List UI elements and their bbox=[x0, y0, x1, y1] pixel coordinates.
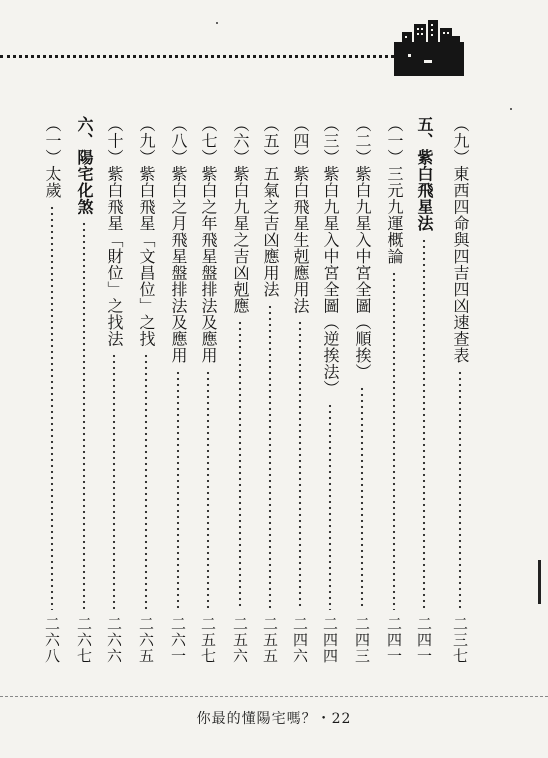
dot-leader bbox=[72, 221, 96, 610]
toc-entry-title: （九）東西四命與四吉四凶速查表 bbox=[451, 116, 470, 364]
toc-section-title: 六、陽宅化煞 bbox=[75, 116, 94, 215]
toc-section[interactable] bbox=[412, 116, 436, 664]
dot-leader bbox=[288, 320, 312, 610]
scan-edge-mark bbox=[538, 560, 541, 604]
toc-entry-page: 二六八 bbox=[43, 616, 61, 664]
toc-entry[interactable] bbox=[448, 116, 472, 664]
toc-entry-page: 二六七 bbox=[75, 616, 93, 664]
toc-entry-page: 二六五 bbox=[137, 616, 155, 664]
city-skyline-icon bbox=[394, 20, 464, 76]
toc-entry-page: 二四一 bbox=[415, 616, 433, 664]
dot-leader bbox=[102, 353, 126, 610]
dot-leader bbox=[382, 271, 406, 611]
toc-entry-page: 二五五 bbox=[261, 616, 279, 664]
dot-leader bbox=[228, 320, 252, 610]
toc-entry-page: 二六六 bbox=[105, 616, 123, 664]
toc-entry-title: （四）紫白飛星生剋應用法 bbox=[291, 116, 310, 314]
toc-entry[interactable] bbox=[134, 116, 158, 664]
toc-entry-page: 二五六 bbox=[231, 616, 249, 664]
toc-entry-title: （六）紫白九星之吉凶剋應 bbox=[231, 116, 250, 314]
toc-entry[interactable] bbox=[196, 116, 220, 664]
toc-entry-page: 二四三 bbox=[353, 616, 371, 664]
scan-speck bbox=[216, 22, 218, 24]
dot-leader bbox=[350, 386, 374, 610]
toc-entry-title: （十）紫白飛星「財位」之找法 bbox=[105, 116, 124, 347]
toc-entry[interactable] bbox=[166, 116, 190, 664]
toc-entry[interactable] bbox=[258, 116, 282, 664]
toc-entry[interactable] bbox=[350, 116, 374, 664]
toc-entry-title: （二）紫白九星入中宮全圖（順挨） bbox=[353, 116, 372, 380]
toc-entry-page: 二四一 bbox=[385, 616, 403, 664]
dot-leader bbox=[196, 370, 220, 611]
toc-entry[interactable] bbox=[228, 116, 252, 664]
toc-entry-title: （一）太歲 bbox=[43, 116, 62, 199]
toc-section-title: 五、紫白飛星法 bbox=[415, 116, 434, 232]
dot-leader bbox=[40, 205, 64, 611]
dot-leader bbox=[448, 370, 472, 611]
dot-leader bbox=[412, 238, 436, 611]
dot-leader bbox=[258, 304, 282, 611]
toc-entry-title: （五）五氣之吉凶應用法 bbox=[261, 116, 280, 298]
dot-leader bbox=[166, 370, 190, 611]
toc-entry[interactable] bbox=[318, 116, 342, 664]
dot-leader bbox=[318, 403, 342, 611]
bottom-rule bbox=[0, 696, 548, 697]
toc-entry[interactable] bbox=[288, 116, 312, 664]
toc-entry-page: 二四四 bbox=[321, 616, 339, 664]
toc-entry-title: （三）紫白九星入中宮全圖（逆挨法） bbox=[321, 116, 340, 397]
scan-speck bbox=[510, 108, 512, 110]
toc-entry-title: （八）紫白之月飛星盤排法及應用 bbox=[169, 116, 188, 364]
top-dotted-rule bbox=[0, 55, 394, 58]
toc-entry[interactable] bbox=[102, 116, 126, 664]
toc-entry-title: （一）三元九運概論 bbox=[385, 116, 404, 265]
toc-entry-title: （九）紫白飛星「文昌位」之找 bbox=[137, 116, 156, 347]
toc-entry-title: （七）紫白之年飛星盤排法及應用 bbox=[199, 116, 218, 364]
toc-entry[interactable] bbox=[382, 116, 406, 664]
page-footer: 你最的懂陽宅嗎？・22 bbox=[196, 711, 352, 727]
toc-entry-page: 二六一 bbox=[169, 616, 187, 664]
toc-section[interactable] bbox=[72, 116, 96, 664]
toc-entry-page: 二三七 bbox=[451, 616, 469, 664]
toc-entry-page: 二五七 bbox=[199, 616, 217, 664]
toc-entry-page: 二四六 bbox=[291, 616, 309, 664]
dot-leader bbox=[134, 353, 158, 610]
toc-entry[interactable] bbox=[40, 116, 64, 664]
